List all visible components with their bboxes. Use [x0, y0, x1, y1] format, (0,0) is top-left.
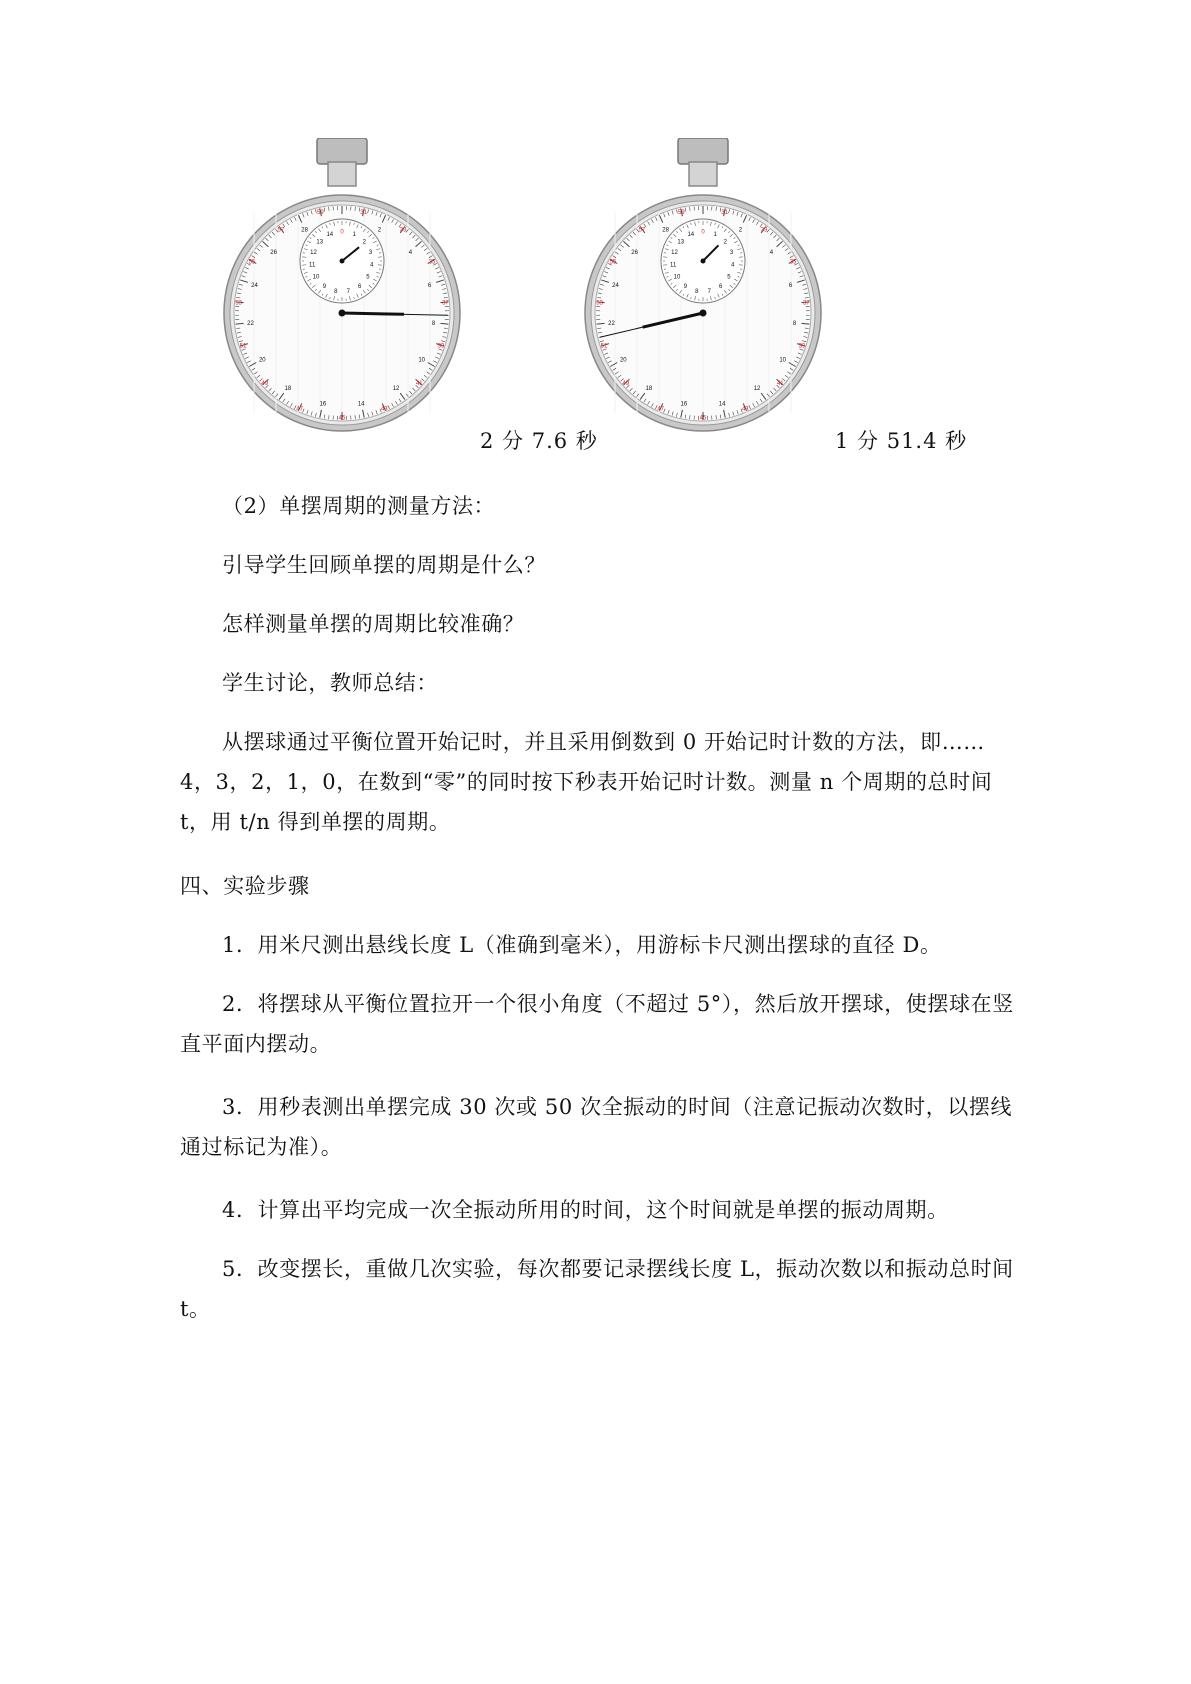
minute-label: 0: [340, 229, 344, 236]
step-2: 2．将摆球从平衡位置拉开一个很小角度（不超过 5°），然后放开摆球，使摆球在竖直平面内摆动。: [180, 992, 1014, 1056]
minute-label: 3: [729, 250, 734, 257]
minute-label: 9: [322, 283, 327, 290]
second-label: 8: [792, 321, 797, 328]
second-label: 2: [377, 227, 382, 234]
second-label: 28: [301, 227, 308, 234]
question-2: 怎样测量单摆的周期比较准确？: [222, 612, 525, 636]
second-label-red: 41: [415, 381, 423, 388]
minute-label: 11: [670, 262, 677, 269]
crown-stem: [328, 162, 356, 186]
minute-label: 5: [727, 274, 731, 281]
second-label: 10: [779, 357, 787, 364]
second-label: 14: [357, 401, 365, 408]
second-label-red: 55: [248, 259, 256, 266]
minute-hand-pivot: [701, 259, 706, 264]
second-label: 10: [418, 357, 426, 364]
second-label: 26: [631, 249, 638, 256]
minute-label: 11: [309, 262, 316, 269]
second-label: 6: [788, 283, 793, 290]
second-label-red: 35: [428, 259, 436, 266]
second-label-red: 41: [776, 381, 784, 388]
minute-label: 0: [701, 229, 705, 236]
second-label: 24: [612, 283, 619, 290]
section-4-heading: 四、实验步骤: [180, 874, 310, 898]
minute-hand-pivot: [340, 259, 345, 264]
discussion-line: 学生讨论，教师总结：: [222, 671, 438, 695]
second-label-red: 37: [442, 300, 449, 307]
method-paragraph: 从摆球通过平衡位置开始记时，并且采用倒数到 0 开始记时计数的方法，即……4，3，2，1，0，在数到“零”的同时按下秒表开始记时计数。测量 n 个周期的总时间 t，用 t/n 得到单摆的周期。: [180, 730, 993, 834]
step-1: 1．用米尺测出悬线长度 L（准确到毫米），用游标卡尺测出摆球的直径 D。: [222, 933, 942, 957]
second-label-red: 57: [638, 227, 646, 234]
second-label: 4: [408, 249, 413, 256]
second-label: 4: [769, 249, 774, 256]
second-label-red: 53: [235, 300, 242, 307]
minute-label: 13: [677, 239, 685, 246]
second-label-red: 59: [678, 209, 685, 216]
second-label: 12: [392, 385, 400, 392]
minute-label: 10: [312, 274, 320, 281]
minute-label: 1: [352, 232, 356, 239]
stopwatch-1-caption: 2 分 7.6 秒: [480, 429, 598, 453]
second-label-red: 57: [277, 227, 285, 234]
stopwatch-1: [222, 138, 462, 438]
minute-label: 12: [310, 250, 317, 257]
question-1: 引导学生回顾单摆的周期是什么？: [222, 553, 546, 577]
second-label-red: 45: [699, 415, 707, 422]
second-label: 20: [619, 357, 627, 364]
second-label-red: 47: [296, 406, 304, 413]
second-label-red: 37: [803, 300, 810, 307]
stopwatch-2-caption: 1 分 51.4 秒: [835, 429, 968, 453]
second-label-red: 55: [609, 259, 617, 266]
second-label: 26: [270, 249, 277, 256]
second-label-red: 31: [721, 209, 728, 216]
crown-button: [317, 138, 367, 164]
second-label: 12: [753, 385, 761, 392]
minute-label: 2: [362, 239, 366, 246]
minute-label: 5: [366, 274, 370, 281]
second-label: 22: [608, 321, 615, 328]
second-hand-pivot: [700, 310, 707, 317]
second-label: 20: [258, 357, 266, 364]
minute-label: 6: [718, 283, 723, 290]
minute-label: 7: [707, 288, 711, 295]
second-label-red: 47: [657, 406, 665, 413]
second-label: 6: [427, 283, 432, 290]
minute-label: 1: [713, 232, 717, 239]
second-label-red: 51: [600, 343, 608, 350]
second-hand-pivot: [339, 310, 346, 317]
second-label-red: 39: [437, 343, 445, 350]
minute-label: 2: [723, 239, 727, 246]
minute-label: 10: [673, 274, 681, 281]
second-label-red: 33: [399, 227, 407, 234]
minute-label: 4: [731, 262, 735, 269]
crown-button: [678, 138, 728, 164]
second-label-red: 43: [741, 406, 749, 413]
second-label: 18: [645, 385, 653, 392]
second-label-red: 49: [622, 381, 630, 388]
minute-label: 8: [695, 288, 699, 295]
minute-label: 6: [357, 283, 362, 290]
step-5: 5．改变摆长，重做几次实验，每次都要记录摆线长度 L，振动次数以和振动总时间 t。: [180, 1257, 1014, 1321]
step-3: 3．用秒表测出单摆完成 30 次或 50 次全振动的时间（注意记振动次数时，以摆线通过标记为准）。: [180, 1095, 1013, 1159]
minute-label: 12: [671, 250, 678, 257]
second-label: 2: [738, 227, 743, 234]
second-label-red: 31: [360, 209, 367, 216]
second-label: 16: [680, 401, 688, 408]
second-label-red: 43: [380, 406, 388, 413]
minute-label: 3: [368, 250, 373, 257]
second-label: 28: [662, 227, 669, 234]
second-label-red: 51: [239, 343, 247, 350]
minute-label: 8: [334, 288, 338, 295]
second-label: 14: [718, 401, 726, 408]
step-4: 4．计算出平均完成一次全振动所用的时间，这个时间就是单摆的振动周期。: [222, 1198, 949, 1222]
second-label-red: 53: [596, 300, 603, 307]
minute-label: 4: [370, 262, 374, 269]
second-label-red: 33: [760, 227, 768, 234]
second-label: 16: [319, 401, 327, 408]
second-label-red: 49: [261, 381, 269, 388]
section-2-heading: （2）单摆周期的测量方法：: [222, 494, 496, 518]
stopwatch-2: [583, 138, 823, 438]
second-label-red: 39: [798, 343, 806, 350]
second-label-red: 59: [317, 209, 324, 216]
second-label: 24: [251, 283, 258, 290]
crown-stem: [689, 162, 717, 186]
second-label-red: 45: [338, 415, 346, 422]
second-label: 8: [431, 321, 436, 328]
second-label-red: 35: [789, 259, 797, 266]
second-label: 22: [247, 321, 254, 328]
minute-label: 7: [346, 288, 350, 295]
second-label: 18: [284, 385, 292, 392]
minute-label: 14: [687, 232, 695, 239]
minute-label: 13: [316, 239, 324, 246]
minute-label: 9: [683, 283, 688, 290]
minute-label: 14: [326, 232, 334, 239]
